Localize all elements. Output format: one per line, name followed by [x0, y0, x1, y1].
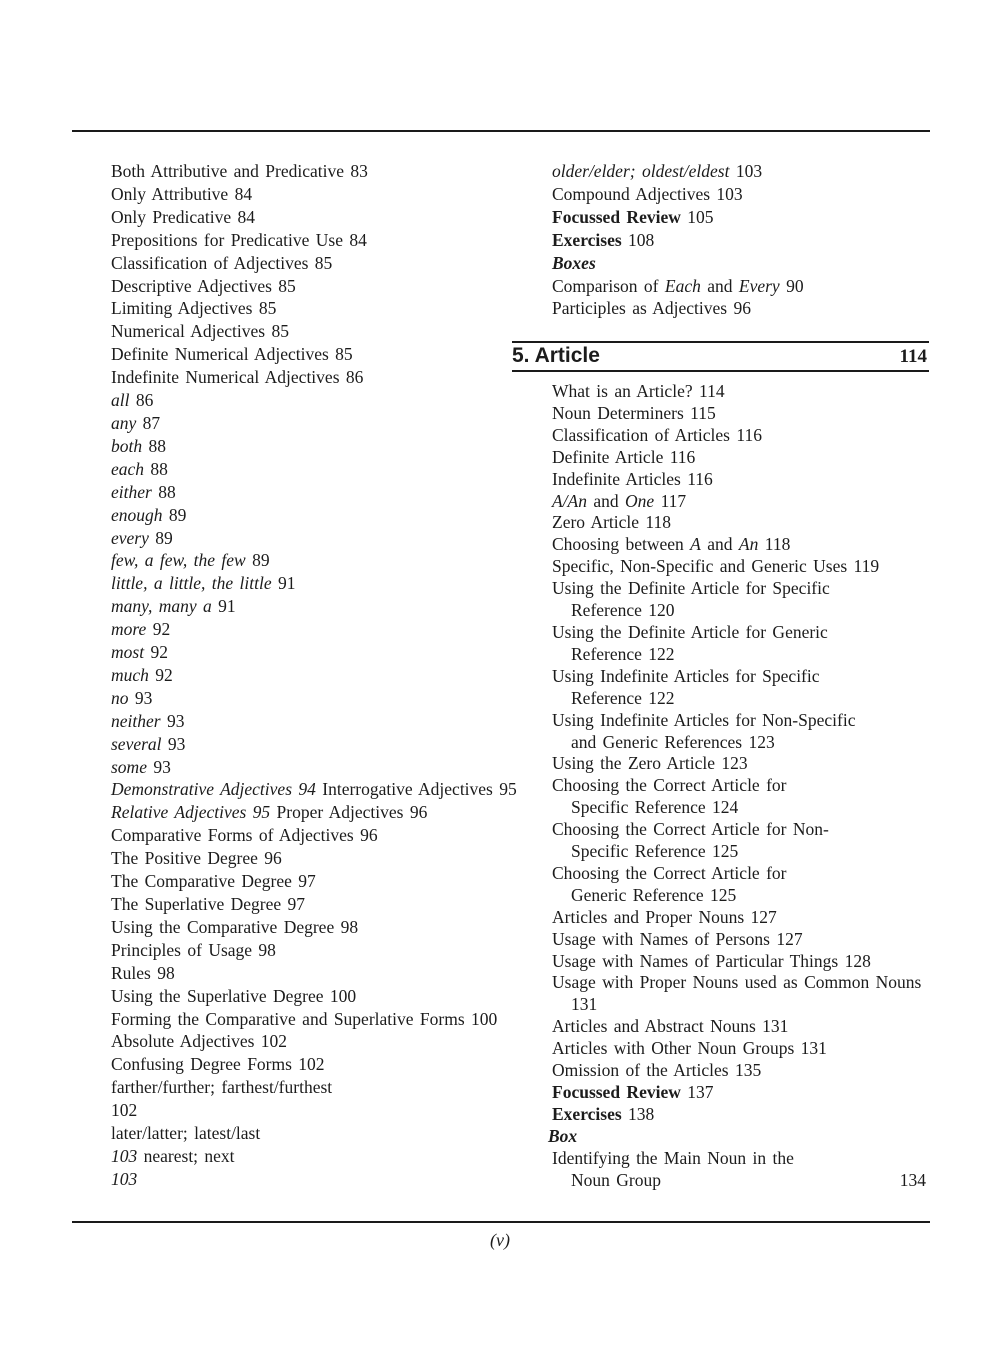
- entry-term: older/elder; oldest/eldest: [552, 161, 730, 181]
- entry-term: more: [111, 619, 147, 640]
- toc-entry[interactable]: Using the Definite Article for Specific Reference 120: [552, 578, 830, 621]
- toc-entry[interactable]: [111, 687, 491, 710]
- toc-entry[interactable]: [111, 549, 491, 572]
- entry-text: and: [700, 534, 739, 555]
- entry-term: An: [738, 534, 759, 555]
- entry-page: 87: [142, 412, 161, 433]
- toc-entry[interactable]: [552, 160, 932, 183]
- exercises-entry[interactable]: [552, 229, 932, 252]
- toc-entry[interactable]: Indefinite Articles 116: [552, 468, 713, 489]
- entry-term: any: [111, 412, 137, 433]
- focussed-review-entry[interactable]: [552, 206, 932, 229]
- toc-entry[interactable]: Comparative Forms of Adjectives 96: [111, 825, 378, 846]
- entry-page: Interrogative Adjectives 95: [322, 779, 517, 800]
- toc-entry[interactable]: [111, 595, 491, 618]
- toc-entry[interactable]: Using the Definite Article for Generic Reference 122: [552, 621, 828, 664]
- entry-term: enough: [111, 504, 163, 525]
- entry-page: 91: [218, 596, 236, 617]
- toc-entry[interactable]: Definite Numerical Adjectives 85: [111, 344, 353, 365]
- toc-entry[interactable]: Indefinite Numerical Adjectives 86: [111, 367, 364, 388]
- toc-entry[interactable]: farther/further; farthest/furthest: [111, 1077, 333, 1098]
- entry-page: 93: [166, 710, 185, 731]
- toc-entry[interactable]: Articles with Other Noun Groups 131: [552, 1038, 827, 1059]
- entry-page: 91: [278, 573, 296, 594]
- toc-entry[interactable]: The Comparative Degree 97: [111, 871, 316, 892]
- entry-term: much: [111, 664, 149, 685]
- toc-entry[interactable]: Choosing the Correct Article for Non-Specific Reference 125: [552, 819, 829, 862]
- entry-term: some: [111, 756, 147, 777]
- entry-page: 89: [155, 527, 173, 548]
- toc-entry[interactable]: [111, 756, 491, 779]
- entry-term: few, a few, the few: [111, 550, 246, 571]
- toc-entry[interactable]: [111, 412, 491, 435]
- entry-term: Focussed Review: [552, 206, 681, 227]
- toc-entry[interactable]: [111, 778, 517, 801]
- entry-page: 108: [628, 229, 655, 250]
- toc-entry[interactable]: Omission of the Articles 135: [552, 1060, 762, 1081]
- page-number: (v): [490, 1230, 510, 1250]
- entry-term: Every: [738, 275, 780, 296]
- entry-term: Exercises: [552, 1103, 622, 1124]
- toc-entry[interactable]: [552, 1148, 932, 1192]
- entry-page: 89: [168, 504, 187, 525]
- entry-text: and: [587, 490, 626, 511]
- toc-entry[interactable]: Usage with Proper Nouns used as Common Nouns 131: [552, 972, 922, 1015]
- toc-entry[interactable]: Only Attributive 84: [111, 183, 253, 204]
- toc-entry[interactable]: [111, 664, 491, 687]
- entry-page: 88: [158, 481, 176, 502]
- entry-text: Choosing between: [552, 534, 691, 555]
- toc-entry[interactable]: Using the Zero Article 123: [552, 753, 748, 774]
- entry-term: most: [111, 642, 145, 663]
- toc-entry[interactable]: Descriptive Adjectives 85: [111, 275, 296, 296]
- toc-entry[interactable]: Noun Determiners 115: [552, 402, 716, 423]
- toc-entry[interactable]: Only Predicative 84: [111, 206, 255, 227]
- toc-entry[interactable]: [111, 389, 491, 412]
- toc-entry[interactable]: What is an Article? 114: [552, 381, 725, 401]
- toc-entry[interactable]: Using the Comparative Degree 98: [111, 916, 359, 937]
- entry-page: 103: [735, 161, 763, 181]
- toc-entry[interactable]: Limiting Adjectives 85: [111, 298, 277, 319]
- entry-term: Focussed Review: [552, 1082, 681, 1102]
- toc-entry[interactable]: [111, 504, 491, 527]
- toc-entry[interactable]: Definite Article 116: [552, 446, 696, 467]
- entry-page: 93: [167, 733, 186, 754]
- entry-page: Proper Adjectives 96: [276, 802, 428, 823]
- chapter-page: 114: [899, 346, 927, 367]
- entry-page: 92: [155, 664, 173, 685]
- entry-page: 86: [135, 390, 154, 411]
- entry-term: each: [111, 458, 145, 479]
- toc-entry[interactable]: [111, 801, 491, 824]
- toc-entry[interactable]: [111, 481, 491, 504]
- entry-term: either: [111, 481, 152, 502]
- entry-term: 103: [111, 1145, 138, 1166]
- entry-page: 93: [134, 687, 153, 708]
- entry-term: One: [625, 490, 655, 511]
- toc-entry[interactable]: [111, 733, 491, 756]
- toc-entry[interactable]: [111, 527, 491, 550]
- entry-term: Demonstrative Adjectives 94: [111, 779, 316, 800]
- toc-entry[interactable]: [111, 710, 491, 733]
- toc-entry[interactable]: Using Indefinite Articles for Non-Specific and Generic References 123: [552, 709, 856, 752]
- entry-page: 93: [153, 756, 171, 777]
- toc-entry[interactable]: [111, 641, 491, 664]
- entry-term: both: [111, 435, 143, 456]
- toc-entry[interactable]: [111, 572, 491, 595]
- entry-term: every: [111, 527, 149, 548]
- entry-term: Relative Adjectives 95: [111, 802, 271, 823]
- toc-entry[interactable]: [111, 1168, 491, 1191]
- entry-page: 118: [758, 534, 791, 555]
- left-column: [111, 160, 517, 1191]
- entry-term: Each: [664, 275, 701, 296]
- entry-text: Comparison of: [552, 275, 665, 296]
- entry-page: nearest; next: [143, 1145, 235, 1166]
- toc-entry[interactable]: Confusing Degree Forms 102: [111, 1054, 325, 1075]
- toc-entry[interactable]: [111, 1145, 491, 1168]
- entry-term: A/An: [552, 490, 587, 511]
- right-column-top: [552, 160, 932, 320]
- entry-term: Exercises: [552, 229, 622, 250]
- toc-entry[interactable]: Principles of Usage 98: [111, 939, 276, 960]
- toc-entry[interactable]: [552, 534, 932, 556]
- toc-entry[interactable]: Absolute Adjectives 102: [111, 1031, 288, 1052]
- entry-text: and: [700, 275, 739, 296]
- toc-entry[interactable]: The Superlative Degree 97: [111, 894, 306, 914]
- toc-entry[interactable]: Articles and Proper Nouns 127: [552, 906, 777, 927]
- toc-entry[interactable]: Using the Superlative Degree 100: [111, 985, 357, 1006]
- boxes-heading: Boxes: [552, 252, 596, 273]
- entry-term: no: [111, 687, 129, 708]
- toc-entry[interactable]: [552, 491, 932, 513]
- toc-entry[interactable]: Using Indefinite Articles for Specific Reference 122: [552, 665, 820, 708]
- entry-term: little, a little, the little: [111, 573, 272, 594]
- toc-entry[interactable]: Prepositions for Predicative Use 84: [111, 229, 367, 250]
- toc-entry[interactable]: Choosing the Correct Article for Generic Reference 125: [552, 862, 787, 905]
- entry-page: 88: [150, 458, 168, 479]
- toc-entry[interactable]: Compound Adjectives 103: [552, 183, 743, 204]
- focussed-review-entry[interactable]: [552, 1082, 932, 1104]
- toc-entry[interactable]: Classification of Adjectives 85: [111, 252, 333, 273]
- entry-page: 105: [687, 206, 714, 227]
- toc-entry[interactable]: [111, 435, 491, 458]
- entry-page: 117: [654, 490, 687, 511]
- toc-entry[interactable]: [111, 618, 491, 641]
- entry-page: 88: [148, 435, 166, 456]
- toc-entry[interactable]: Numerical Adjectives 85: [111, 321, 289, 342]
- toc-entry[interactable]: Classification of Articles 116: [552, 424, 762, 445]
- toc-entry[interactable]: Forming the Comparative and Superlative Forms 100: [111, 1008, 498, 1029]
- toc-entry[interactable]: Usage with Names of Persons 127: [552, 928, 803, 949]
- entry-term: 103: [111, 1168, 138, 1189]
- toc-entry[interactable]: 102: [111, 1100, 138, 1121]
- chapter-heading[interactable]: [512, 341, 929, 372]
- article-entries: [548, 381, 932, 1192]
- box-heading: Box: [548, 1125, 578, 1146]
- toc-entry[interactable]: later/latter; latest/last: [111, 1123, 261, 1144]
- entry-term: A: [690, 534, 701, 555]
- top-rule: [72, 130, 930, 132]
- entry-page: 90: [779, 275, 804, 296]
- entry-page: 138: [628, 1103, 655, 1124]
- entry-term: several: [111, 733, 162, 754]
- entry-page: 134: [899, 1169, 926, 1190]
- toc-entry[interactable]: Articles and Abstract Nouns 131: [552, 1016, 789, 1037]
- entry-term: neither: [111, 710, 161, 731]
- toc-entry[interactable]: Usage with Names of Particular Things 128: [552, 950, 871, 971]
- toc-entry[interactable]: [552, 275, 932, 298]
- entry-page: 92: [150, 642, 168, 663]
- entry-page: 89: [252, 550, 270, 571]
- entry-page: 92: [152, 619, 171, 640]
- toc-entry[interactable]: Choosing the Correct Article for Specific Reference 124: [552, 775, 787, 818]
- toc-entry[interactable]: [111, 458, 491, 481]
- toc-entry[interactable]: Zero Article 118: [552, 512, 672, 533]
- toc-entry[interactable]: Specific, Non-Specific and Generic Uses 119: [552, 556, 880, 577]
- toc-entry[interactable]: The Positive Degree 96: [111, 848, 282, 869]
- exercises-entry[interactable]: [552, 1104, 932, 1126]
- toc-entry[interactable]: Both Attributive and Predicative 83: [111, 161, 368, 181]
- toc-entry[interactable]: Rules 98: [111, 962, 175, 983]
- entry-page: 137: [687, 1082, 714, 1102]
- chapter-title: 5. Article: [512, 344, 600, 367]
- entry-term: many, many a: [111, 596, 212, 617]
- entry-text: Identifying the Main Noun in the Noun Group: [552, 1147, 794, 1190]
- toc-entry[interactable]: Participles as Adjectives 96: [552, 298, 751, 319]
- bottom-rule: [72, 1221, 930, 1223]
- entry-term: all: [111, 390, 130, 411]
